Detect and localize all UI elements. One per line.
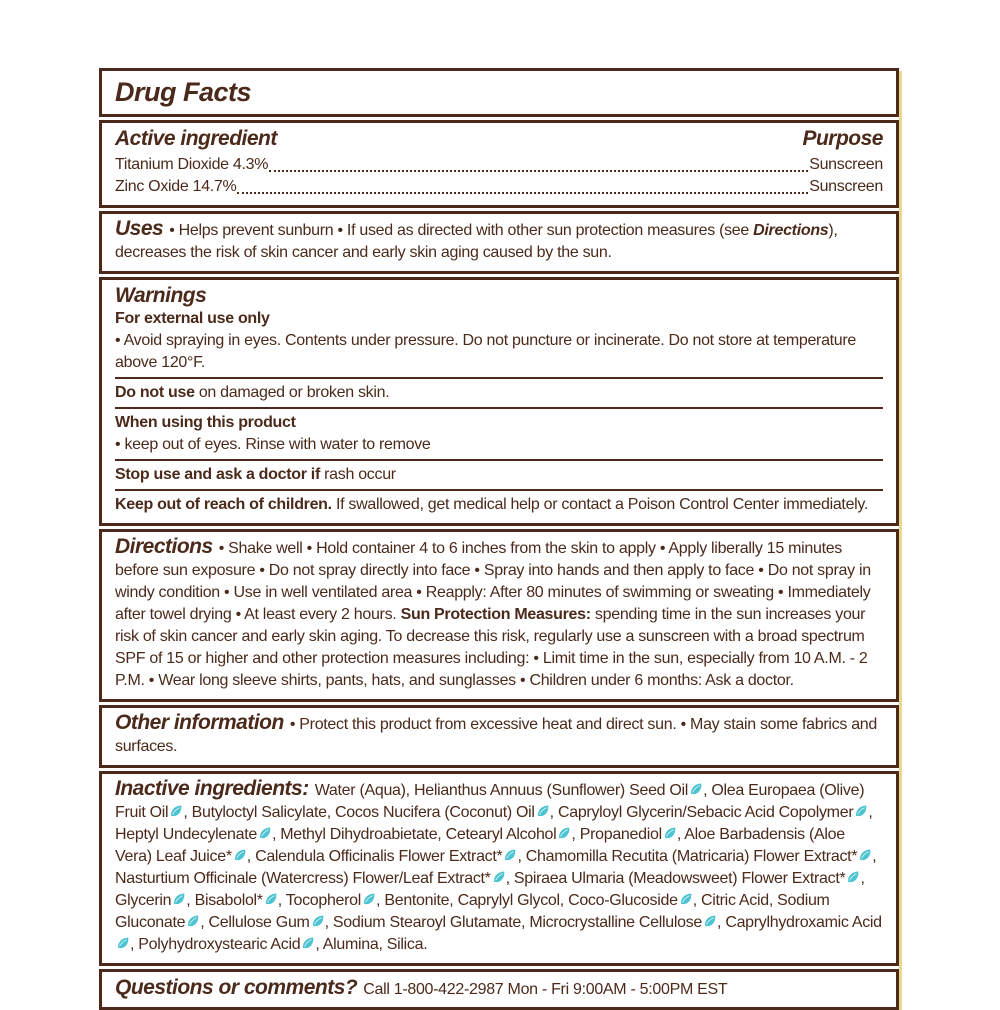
when-using-label: When using this product bbox=[115, 414, 296, 431]
ingredient-name: Nasturtium Officinale (Watercress) Flower/Leaf Extract* bbox=[115, 870, 491, 887]
warnings-section bbox=[99, 277, 899, 526]
other-information-section bbox=[99, 705, 899, 768]
ingredient-name: Heptyl Undecylenate bbox=[115, 826, 257, 843]
page-title: Drug Facts bbox=[115, 77, 252, 107]
divider bbox=[115, 459, 883, 461]
ingredient-name: Methyl Dihydroabietate bbox=[280, 826, 438, 843]
directions-text-2: spending time in the sun increases your risk of skin cancer and early skin aging. To decrease this risk, regularly use a sunscreen with a broad spectrum SPF of 15 or higher and other protection measures including: • Limit time in the sun, especially from 10 A.M. - 2 P.M. • Wear long sleeve shirts, pants, hats, and sunglasses • Children under 6 months: Ask a doctor. bbox=[115, 606, 868, 689]
ingredient-name: Capryloyl Glycerin/Sebacic Acid Copolymer bbox=[557, 804, 854, 821]
do-not-use-label: Do not use bbox=[115, 384, 195, 401]
directions-section bbox=[99, 529, 899, 702]
leaf-icon bbox=[186, 914, 200, 928]
questions-heading: Questions or comments? bbox=[115, 976, 358, 999]
leaf-icon bbox=[858, 848, 872, 862]
uses-heading: Uses bbox=[115, 217, 164, 240]
questions-section bbox=[99, 969, 899, 1010]
ingredient-name: Cetearyl Alcohol bbox=[445, 826, 557, 843]
leaf-icon bbox=[116, 936, 130, 950]
directions-text-1: • Shake well • Hold container 4 to 6 inches from the skin to apply • Apply liberally 15 minutes before sun exposure • Do not spray directly into face • Spray into hands and then apply to face • Do not spray in windy condition • Use in well ventilated area • Reapply: After 80 minutes of swimming or sweating • Immediately after towel drying • At least every 2 hours. bbox=[115, 540, 871, 623]
inactive-ingredients-paragraph bbox=[115, 778, 883, 956]
leaf-icon bbox=[663, 826, 677, 840]
divider bbox=[115, 407, 883, 409]
keep-children-label: Keep out of reach of children. bbox=[115, 496, 332, 513]
ingredient-name: Sodium Stearoyl Glutamate bbox=[332, 914, 522, 931]
ingredient-purpose: Sunscreen bbox=[809, 178, 883, 195]
leaf-icon bbox=[233, 848, 247, 862]
ingredient-name: Caprylyl Glycol bbox=[457, 892, 560, 909]
ingredient-name: Alumina bbox=[322, 936, 379, 953]
ingredient-name: Polyhydroxystearic Acid bbox=[138, 936, 301, 953]
ingredient-name: Sodium Gluconate bbox=[115, 892, 830, 931]
stop-use-text: rash occur bbox=[319, 466, 396, 483]
uses-text-1: • Helps prevent sunburn • If used as directed with other sun protection measures (see bbox=[169, 222, 754, 239]
avoid-spraying-statement: • Avoid spraying in eyes. Contents under pressure. Do not puncture or incinerate. Do not store at temperature above 120°F. bbox=[115, 332, 857, 371]
ingredient-name: Cocos Nucifera (Coconut) Oil bbox=[335, 804, 535, 821]
uses-text-2: ), decreases the risk of skin cancer and early skin aging caused by the sun. bbox=[115, 222, 838, 261]
other-information-paragraph bbox=[115, 712, 883, 758]
dotted-leader bbox=[269, 170, 808, 172]
leaf-icon bbox=[301, 936, 315, 950]
keep-out-eyes-statement: • keep out of eyes. Rinse with water to remove bbox=[115, 436, 431, 453]
sun-protection-measures-label: Sun Protection Measures: bbox=[400, 606, 591, 623]
leaf-icon bbox=[846, 870, 860, 884]
leaf-icon bbox=[169, 804, 183, 818]
keep-children-text: If swallowed, get medical help or contact a Poison Control Center immediately. bbox=[331, 496, 869, 513]
stop-use-statement bbox=[115, 464, 883, 486]
leaf-icon bbox=[492, 870, 506, 884]
leaf-icon bbox=[362, 892, 376, 906]
ingredient-name: Citric Acid bbox=[701, 892, 769, 909]
external-use-statement: For external use only bbox=[115, 310, 270, 327]
ingredient-name: Titanium Dioxide 4.3% bbox=[115, 156, 269, 173]
keep-children-statement bbox=[115, 494, 883, 516]
ingredient-name: Propanediol bbox=[579, 826, 662, 843]
drug-facts-label bbox=[99, 68, 899, 1010]
ingredient-name: Coco-Glucoside bbox=[568, 892, 678, 909]
dotted-leader bbox=[237, 192, 808, 194]
leaf-icon bbox=[557, 826, 571, 840]
ingredient-name: Caprylhydroxamic Acid bbox=[725, 914, 882, 931]
ingredient-name: Spiraea Ulmaria (Meadowsweet) Flower Extract* bbox=[513, 870, 846, 887]
ingredient-name: Butyloctyl Salicylate bbox=[191, 804, 327, 821]
ingredient-purpose: Sunscreen bbox=[809, 156, 883, 173]
leaf-icon bbox=[264, 892, 278, 906]
inactive-ingredients-section bbox=[99, 771, 899, 966]
leaf-icon bbox=[689, 782, 703, 796]
leaf-icon bbox=[172, 892, 186, 906]
ingredient-name: Calendula Officinalis Flower Extract* bbox=[255, 848, 503, 865]
uses-paragraph bbox=[115, 218, 883, 264]
ingredient-name: Bisabolol* bbox=[194, 892, 263, 909]
leaf-icon bbox=[311, 914, 325, 928]
other-information-text: • Protect this product from excessive heat and direct sun. • May stain some fabrics and surfaces. bbox=[115, 716, 878, 755]
table-row bbox=[115, 176, 883, 198]
directions-reference: Directions bbox=[753, 222, 829, 239]
stop-use-label: Stop use and ask a doctor if bbox=[115, 466, 320, 483]
uses-section bbox=[99, 211, 899, 274]
ingredient-name: Silica bbox=[386, 936, 424, 953]
divider bbox=[115, 377, 883, 379]
ingredient-name: Olea Europaea (Olive) Fruit Oil bbox=[115, 782, 865, 821]
directions-paragraph bbox=[115, 536, 883, 692]
leaf-icon bbox=[679, 892, 693, 906]
divider bbox=[115, 489, 883, 491]
leaf-icon bbox=[503, 848, 517, 862]
ingredient-name: Bentonite bbox=[384, 892, 450, 909]
active-ingredient-section bbox=[99, 120, 899, 208]
active-ingredient-header-row bbox=[115, 127, 883, 151]
other-information-heading: Other information bbox=[115, 711, 284, 734]
do-not-use-text: on damaged or broken skin. bbox=[194, 384, 390, 401]
leaf-icon bbox=[854, 804, 868, 818]
inactive-ingredients-heading: Inactive ingredients: bbox=[115, 777, 309, 800]
leaf-icon bbox=[258, 826, 272, 840]
ingredient-name: Glycerin bbox=[115, 892, 172, 909]
leaf-icon bbox=[536, 804, 550, 818]
ingredient-name: Microcrystalline Cellulose bbox=[529, 914, 703, 931]
warnings-heading: Warnings bbox=[115, 284, 207, 307]
ingredient-name: Chamomilla Recutita (Matricaria) Flower Extract* bbox=[525, 848, 858, 865]
questions-paragraph bbox=[115, 977, 883, 1001]
questions-text: Call 1-800-422-2987 Mon - Fri 9:00AM - 5:00PM EST bbox=[363, 981, 728, 998]
do-not-use-statement bbox=[115, 382, 883, 404]
ingredient-name: Tocopherol bbox=[285, 892, 362, 909]
ingredient-name: Water (Aqua) bbox=[314, 782, 406, 799]
purpose-heading: Purpose bbox=[802, 127, 883, 150]
leaf-icon bbox=[703, 914, 717, 928]
ingredient-name: Aloe Barbadensis (Aloe Vera) Leaf Juice* bbox=[115, 826, 845, 865]
inactive-ingredients-list: Water (Aqua), Helianthus Annuus (Sunflower) Seed Oil , Olea Europaea (Olive) Fruit Oil , Butyloctyl Salicylate, Cocos Nucifera (Coconut) Oil , Capryloyl Glycerin/Sebacic Acid Copolymer , Heptyl Undecylenate , Methyl Dihydroabietate, Cetearyl Alcohol , Propanediol , Aloe Barbadensis (Aloe Vera) Leaf Juice* , Calendula Officinalis Flower Extract* , Chamomilla Recutita (Matricaria) Flower Extract* , Nasturtium Officinale (Watercress) Flower/Leaf Extract* , Spiraea Ulmaria (Meadowsweet) Flower Extract* , Glycerin , Bisabolol* , Tocopherol , Bentonite, Caprylyl Glycol, Coco-Glucoside , Citric Acid, Sodium Gluconate , Cellulose Gum , Sodium Stearoyl Glutamate, Microcrystalline Cellulose , Caprylhydroxamic Acid, Polyhydroxystearic Acid , Alumina, Silica. bbox=[115, 782, 882, 953]
drug-facts-title-section bbox=[99, 68, 899, 117]
active-ingredient-heading: Active ingredient bbox=[115, 127, 277, 150]
ingredient-name: Helianthus Annuus (Sunflower) Seed Oil bbox=[413, 782, 689, 799]
directions-heading: Directions bbox=[115, 535, 213, 558]
ingredient-name: Cellulose Gum bbox=[208, 914, 310, 931]
ingredient-name: Zinc Oxide 14.7% bbox=[115, 178, 237, 195]
table-row bbox=[115, 154, 883, 176]
